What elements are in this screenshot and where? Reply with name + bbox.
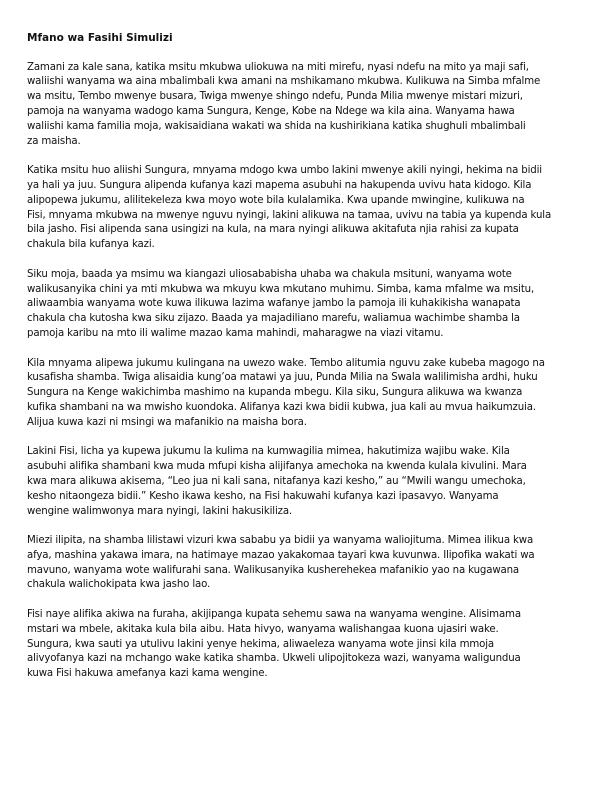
- text-line: alivyofanya kazi na mchango wake katika shamba. Ukweli ulipojitokeza wazi, wanyama waligundua: [27, 653, 521, 665]
- text-line: kwa mara alikuwa akisema, “Leo jua ni kali sana, nitafanya kazi kesho,” au “Mwili wangu umechoka,: [27, 475, 526, 487]
- text-line: Zamani za kale sana, katika msitu mkubwa uliokuwa na miti mirefu, nyasi ndefu na mito ya maji safi,: [27, 61, 529, 73]
- text-line: chakula cha kutosha kwa siku zijazo. Baada ya majadiliano marefu, waliamua wachimbe shamba la: [27, 313, 520, 325]
- paragraph: [27, 268, 597, 342]
- text-line: mavuno, wanyama wote walifurahi sana. Walikusanyika kusherehekea mafanikio yao na kugawana: [27, 564, 519, 576]
- paragraph: [27, 61, 597, 150]
- paragraph: [27, 164, 597, 253]
- text-line: Alijua kuwa kazi ni msingi wa mafanikio na maisha bora.: [27, 416, 307, 428]
- text-line: Kila mnyama alipewa jukumu kulingana na uwezo wake. Tembo alitumia nguvu zake kubeba magogo na: [27, 357, 545, 369]
- text-line: alipopewa jukumu, alilitekeleza kwa moyo wote bila kulalamika. Kwa upande mwingine, kulikuwa na: [27, 194, 525, 206]
- text-line: Fisi, mnyama mkubwa na mwenye nguvu nyingi, lakini alikuwa na tamaa, uvivu na tabia ya kupenda kula: [27, 209, 552, 221]
- paragraph: [27, 534, 597, 593]
- text-line: Siku moja, baada ya msimu wa kiangazi uliosababisha uhaba wa chakula msituni, wanyama wote: [27, 268, 512, 280]
- text-line: bila jasho. Fisi alipenda sana usingizi na kula, na mara nyingi alikuwa akitafuta njia rahisi za kupata: [27, 224, 519, 236]
- paragraph: [27, 445, 597, 519]
- paragraph: [27, 357, 597, 431]
- document-page: [27, 31, 597, 697]
- text-line: chakula walichokipata kwa jasho lao.: [27, 579, 211, 591]
- text-line: kusafisha shamba. Twiga alisaidia kung’oa matawi ya juu, Punda Milia na Swala walilimisha ardhi, huku: [27, 372, 538, 384]
- text-line: Sungura na Kenge wakichimba mashimo na kupanda mbegu. Kila siku, Sungura alikuwa wa kwanza: [27, 387, 523, 399]
- text-line: kuwa Fisi hakuwa amefanya kazi kama wengine.: [27, 668, 268, 680]
- text-line: kufika shambani na wa mwisho kuondoka. Alifanya kazi kwa bidii kubwa, jua kali au mvua haikumzuia.: [27, 401, 536, 413]
- text-line: Katika msitu huo aliishi Sungura, mnyama mdogo kwa umbo lakini mwenye akili nyingi, hekima na bidii: [27, 165, 542, 177]
- text-line: walikusanyika chini ya mti mkubwa wa mkuyu kwa mkutano muhimu. Simba, kama mfalme wa msitu,: [27, 283, 535, 295]
- text-line: asubuhi alifika shambani kwa muda mfupi kisha alijifanya amechoka na kwenda kulala kivulini. Mara: [27, 461, 527, 473]
- text-line: pamoja na wanyama wadogo kama Sungura, Kenge, Kobe na Ndege wa kila aina. Wanyama hawa: [27, 105, 515, 117]
- text-line: wengine walimwonya mara nyingi, lakini hakusikiliza.: [27, 505, 293, 517]
- text-line: waliishi wanyama wa aina mbalimbali kwa amani na mshikamano mkubwa. Kulikuwa na Simba mfalme: [27, 76, 541, 88]
- document-body: [27, 61, 597, 682]
- text-line: wa msitu, Tembo mwenye busara, Twiga mwenye shingo ndefu, Punda Milia mwenye mistari mizuri,: [27, 91, 523, 103]
- text-line: mstari wa mbele, akitaka kula bila aibu. Hata hivyo, wanyama walishangaa kuona ujasiri wake.: [27, 623, 499, 635]
- text-line: chakula bila kufanya kazi.: [27, 239, 155, 251]
- document-title: Mfano wa Fasihi Simulizi: [27, 32, 173, 44]
- text-line: za maisha.: [27, 135, 81, 147]
- text-line: kesho nitaongeza bidii.” Kesho ikawa kesho, na Fisi hakuwahi kufanya kazi ipasavyo. Wanyama: [27, 490, 499, 502]
- text-line: Miezi ilipita, na shamba lilistawi vizuri kwa sababu ya bidii ya wanyama waliojituma. Mimea ilikua kwa: [27, 535, 534, 547]
- text-line: pamoja karibu na mto ili walime mazao kama mahindi, maharagwe na viazi vitamu.: [27, 327, 444, 339]
- text-line: aliwaambia wanyama wote kuwa ilikuwa lazima wafanye jambo la pamoja ili kuhakikisha wanapata: [27, 298, 521, 310]
- paragraph: [27, 608, 597, 682]
- text-line: Sungura, kwa sauti ya utulivu lakini yenye hekima, aliwaeleza wanyama wote jinsi kila mmoja: [27, 638, 494, 650]
- text-line: Lakini Fisi, licha ya kupewa jukumu la kulima na kumwagilia mimea, hakutimiza wajibu wake. Kila: [27, 446, 510, 458]
- text-line: Fisi naye alifika akiwa na furaha, akijipanga kupata sehemu sawa na wanyama wengine. Alisimama: [27, 609, 521, 621]
- text-line: afya, mashina yakawa imara, na hatimaye mazao yakakomaa tayari kwa kuvunwa. Ilipofika wakati wa: [27, 549, 535, 561]
- text-line: waliishi kama familia moja, wakisaidiana wakati wa shida na kushirikiana katika shughuli mbalimbali: [27, 120, 526, 132]
- text-line: ya hali ya juu. Sungura alipenda kufanya kazi mapema asubuhi na hakupenda uvivu hata kidogo. Kila: [27, 179, 532, 191]
